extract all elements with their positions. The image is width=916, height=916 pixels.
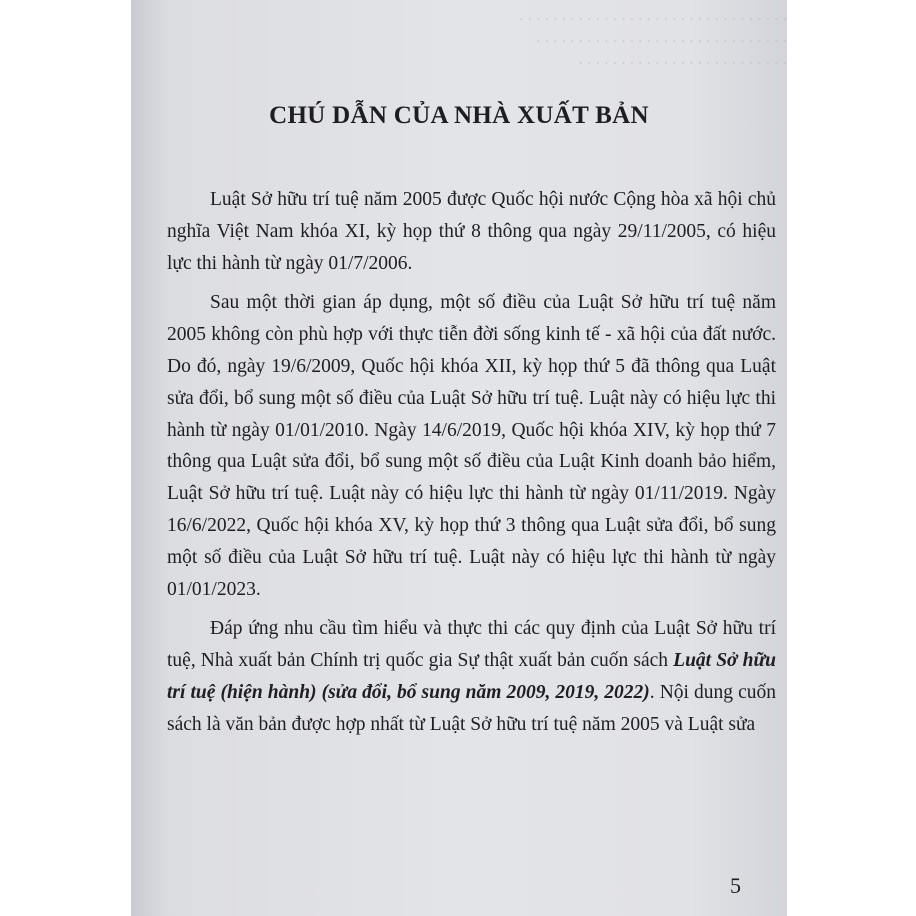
page-title: CHÚ DẪN CỦA NHÀ XUẤT BẢN (269, 102, 649, 129)
book-page (131, 0, 787, 916)
page-body (167, 184, 776, 741)
paragraph-2: Sau một thời gian áp dụng, một số điều của Luật Sở hữu trí tuệ năm 2005 không còn phù hợp với thực tiễn đời sống kinh tế - xã hội của đất nước. Do đó, ngày 19/6/2009, Quốc hội khóa XII, kỳ họp thứ 5 đã thông qua Luật sửa đổi, bổ sung một số điều của Luật Sở hữu trí tuệ. Luật này có hiệu lực thi hành từ ngày 01/01/2010. Ngày 14/6/2019, Quốc hội khóa XIV, kỳ họp thứ 7 thông qua Luật sửa đổi, bổ sung một số điều của Luật Kinh doanh bảo hiểm, Luật Sở hữu trí tuệ. Luật này có hiệu lực thi hành từ ngày 01/11/2019. Ngày 16/6/2022, Quốc hội khóa XV, kỳ họp thứ 3 thông qua Luật sửa đổi, bổ sung một số điều của Luật Sở hữu trí tuệ. Luật này có hiệu lực thi hành từ ngày 01/01/2023. (167, 292, 776, 600)
book-title: Luật Sở hữu trí tuệ (hiện hành) (sửa đổi, bổ sung năm 2009, 2019, 2022) (167, 650, 776, 703)
paragraph-3-continuation: . Nội dung cuốn sách là văn bản được hợp nhất từ Luật Sở hữu trí tuệ năm 2005 và Luật sửa (167, 681, 776, 735)
paragraph-3 (167, 613, 776, 740)
paragraph-3-intro: Đáp ứng nhu cầu tìm hiểu và thực thi các quy định của Luật Sở hữu trí tuệ, Nhà xuất bản Chính trị quốc gia Sự thật xuất bản cuốn sách (167, 618, 776, 672)
page-number: 5 (730, 873, 741, 898)
paragraph-1: Luật Sở hữu trí tuệ năm 2005 được Quốc hội nước Cộng hòa xã hội chủ nghĩa Việt Nam khóa XI, kỳ họp thứ 8 thông qua ngày 29/11/2005, có hiệu lực thi hành từ ngày 01/7/2006. (167, 189, 776, 274)
bleed-through-text: . . . . . . . . . . . . . . . . . . . . . . . . . . . . . . . . . . . . . . . . . . . . . . . . . . . . . . . . . . . . . . . . . . . . . . . . . . . . . . . . . . . . . . . (519, 5, 787, 68)
